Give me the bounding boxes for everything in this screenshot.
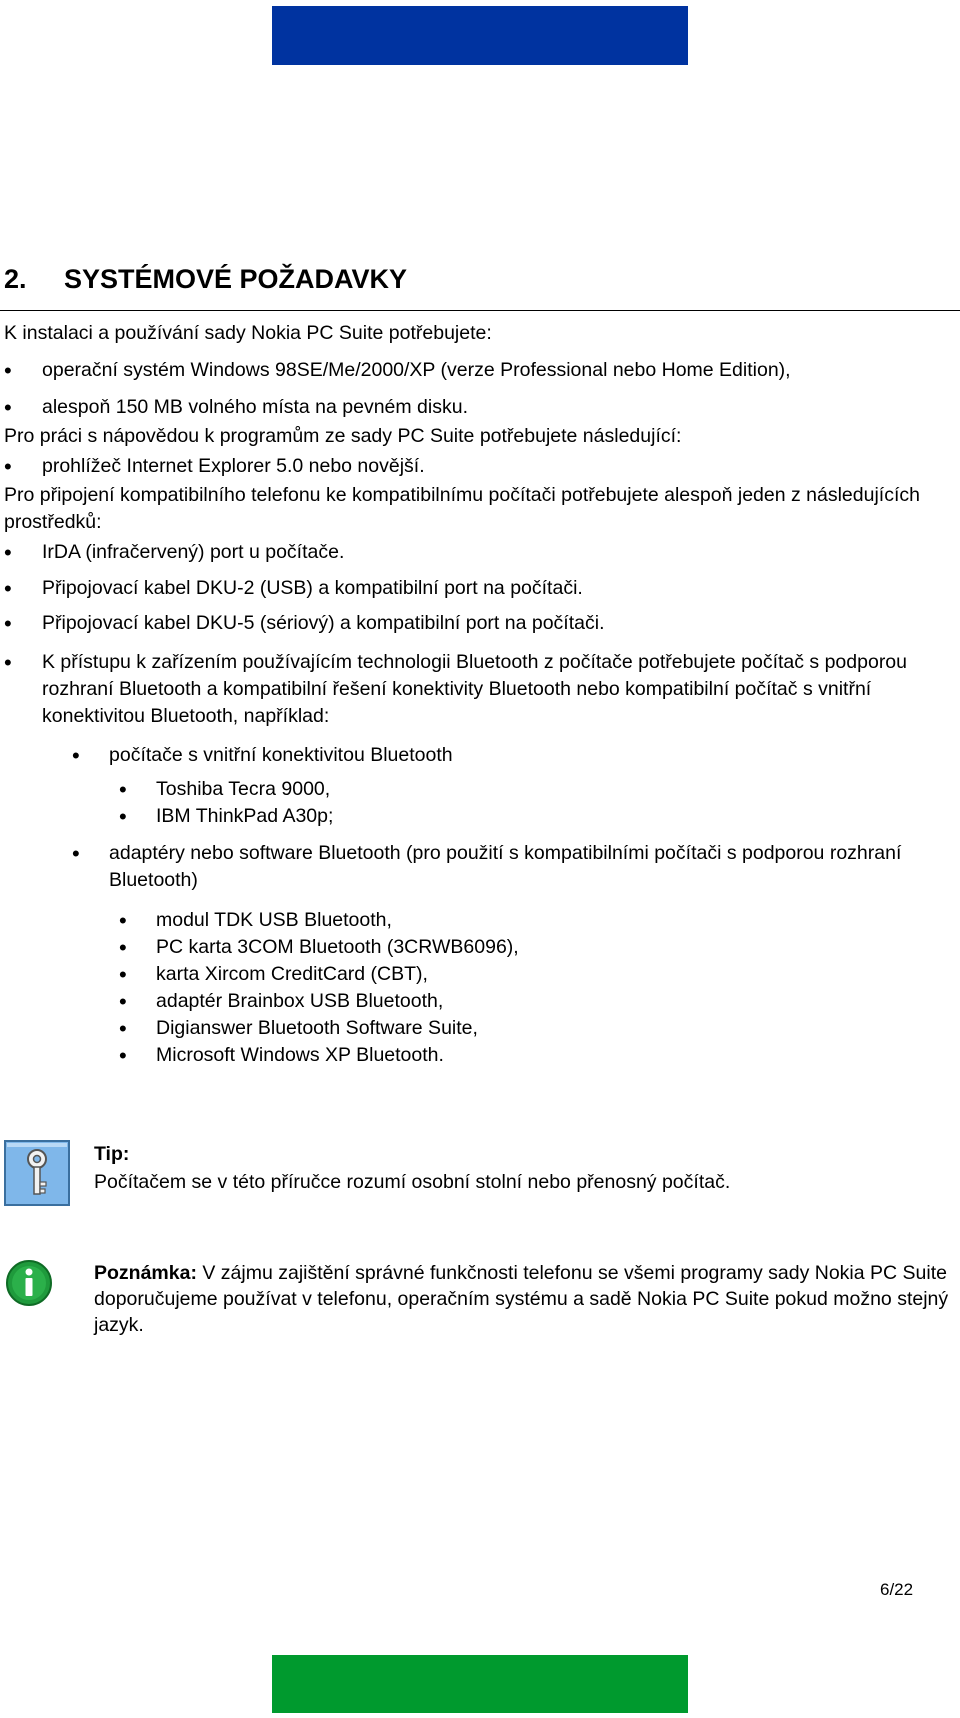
list-item: • alespoň 150 MB volného místa na pevném disku. xyxy=(4,394,954,421)
list-item: • IrDA (infračervený) port u počítače. xyxy=(4,539,954,566)
list-item: • operační systém Windows 98SE/Me/2000/XP (verze Professional nebo Home Edition), xyxy=(4,357,954,384)
section-title: SYSTÉMOVÉ POŽADAVKY xyxy=(64,264,408,294)
list-item: • karta Xircom CreditCard (CBT), xyxy=(4,961,954,988)
list-item: • PC karta 3COM Bluetooth (3CRWB6096), xyxy=(4,934,954,961)
list-item: • Připojovací kabel DKU-2 (USB) a kompatibilní port na počítači. xyxy=(4,575,954,602)
note-text: V zájmu zajištění správné funkčnosti telefonu se všemi programy sady Nokia PC Suite doporučujeme používat v telefonu, operačním systému a sadě Nokia PC Suite pokud možno stejný jazyk. xyxy=(94,1262,949,1336)
connect-paragraph: Pro připojení kompatibilního telefonu ke kompatibilnímu počítači potřebujete alespoň jeden z následujících prostředků: xyxy=(4,484,920,533)
section-number: 2. xyxy=(4,264,27,294)
list-item: • modul TDK USB Bluetooth, xyxy=(4,907,954,934)
list-item: • K přístupu k zařízením používajícím technologii Bluetooth z počítače potřebujete počítač s podporou rozhraní Bluetooth a kompatibilní řešení konektivity Bluetooth nebo kompatibilní počítač s vnitřní konektivitou Bluetooth, například: xyxy=(4,649,954,730)
note-label: Poznámka: xyxy=(94,1262,197,1284)
key-icon xyxy=(4,1140,70,1206)
document-body xyxy=(4,320,954,1069)
section-heading xyxy=(4,262,407,296)
intro-paragraph: K instalaci a používání sady Nokia PC Suite potřebujete: xyxy=(4,322,492,344)
list-item: • Připojovací kabel DKU-5 (sériový) a kompatibilní port na počítači. xyxy=(4,610,954,637)
note-box xyxy=(94,1260,954,1338)
info-icon xyxy=(5,1259,53,1307)
tip-text: Počítačem se v této příručce rozumí osobní stolní nebo přenosný počítač. xyxy=(94,1171,731,1193)
help-paragraph: Pro práci s nápovědou k programům ze sady PC Suite potřebujete následující: xyxy=(4,425,682,447)
list-item: • adaptér Brainbox USB Bluetooth, xyxy=(4,988,954,1015)
header-bar xyxy=(272,6,688,65)
heading-rule xyxy=(0,310,960,311)
list-item: • Microsoft Windows XP Bluetooth. xyxy=(4,1042,954,1069)
list-item: • IBM ThinkPad A30p; xyxy=(4,803,954,830)
list-item: • prohlížeč Internet Explorer 5.0 nebo novější. xyxy=(4,453,954,480)
tip-label: Tip: xyxy=(94,1143,130,1165)
footer-bar xyxy=(272,1655,688,1713)
page-number: 6/22 xyxy=(880,1580,914,1599)
tip-box xyxy=(94,1140,954,1196)
list-item: • Toshiba Tecra 9000, xyxy=(4,776,954,803)
bt-group-label: • adaptéry nebo software Bluetooth (pro použití s kompatibilními počítači s podporou rozhraní Bluetooth) xyxy=(4,840,954,894)
bt-group-label: • počítače s vnitřní konektivitou Bluetooth xyxy=(4,742,954,769)
list-item: • Digianswer Bluetooth Software Suite, xyxy=(4,1015,954,1042)
